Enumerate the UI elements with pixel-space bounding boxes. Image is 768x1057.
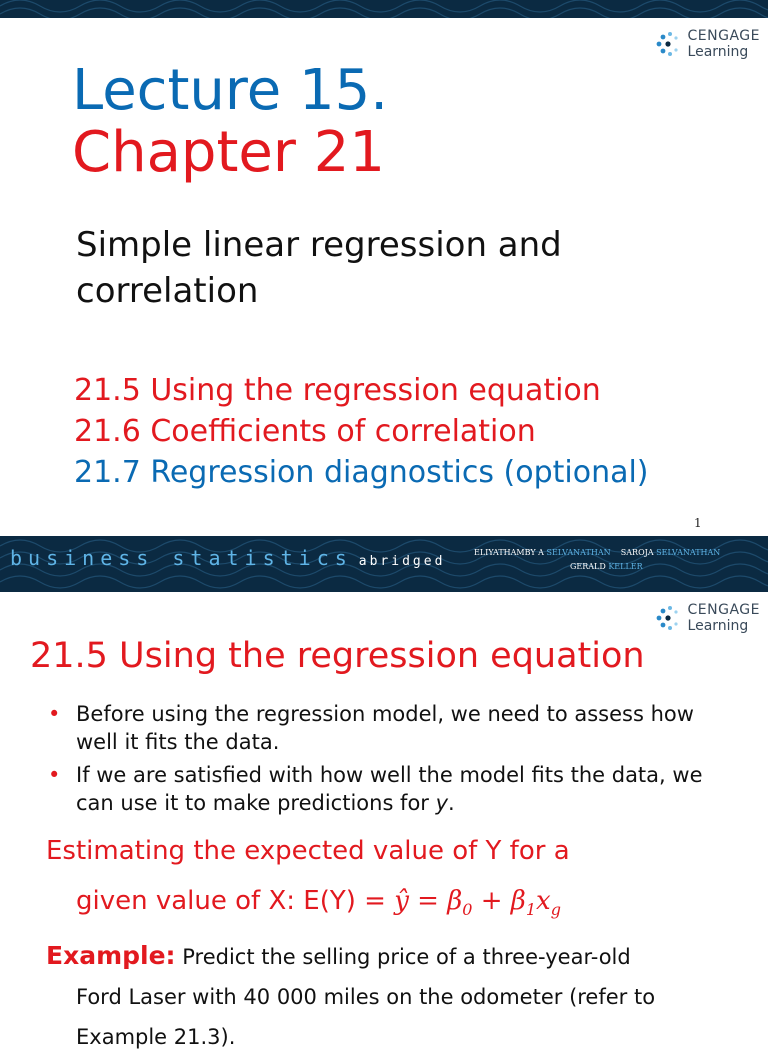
example-line-3: Example 21.3). bbox=[76, 1025, 236, 1049]
logo-cengage-text: CENGAGE bbox=[687, 602, 760, 618]
page-number: 1 bbox=[694, 516, 702, 530]
bullet-text-part: If we are satisfied with how well the model fits the data, we can use it to make predictions for bbox=[76, 763, 703, 815]
list-item bbox=[46, 761, 736, 817]
formula-x: x bbox=[536, 886, 551, 916]
footer-title-abridged: abridged bbox=[358, 554, 446, 569]
logo-learning-text: Learning bbox=[687, 44, 749, 60]
footer-authors bbox=[474, 546, 720, 574]
footer-band bbox=[0, 536, 768, 592]
logo-cengage-text: CENGAGE bbox=[687, 28, 760, 44]
author-3-first: GERALD bbox=[570, 562, 609, 571]
slide-subtitle: Simple linear regression and correlation bbox=[76, 225, 562, 311]
bullet-text bbox=[76, 763, 702, 815]
formula-beta1: β bbox=[510, 886, 526, 916]
section-item-21-6: 21.6 Coefficients of correlation bbox=[74, 414, 536, 449]
author-1-first: ELIYATHAMBY A bbox=[474, 548, 547, 557]
bullet-list bbox=[46, 700, 736, 822]
regression-formula bbox=[394, 886, 561, 920]
estimate-prefix: given value of X: E(Y) = bbox=[76, 886, 386, 916]
example-block bbox=[46, 936, 746, 1057]
formula-beta1-sub: 1 bbox=[525, 900, 537, 920]
author-3-last: KELLER bbox=[608, 562, 643, 571]
bullet-text: Before using the regression model, we need to assess how well it fits the data. bbox=[76, 702, 694, 754]
section-item-21-5: 21.5 Using the regression equation bbox=[74, 373, 601, 408]
section-item-21-7: 21.7 Regression diagnostics (optional) bbox=[74, 455, 649, 490]
logo-learning-text: Learning bbox=[687, 618, 749, 634]
author-2-first: SAROJA bbox=[620, 548, 657, 557]
formula-x-sub: g bbox=[550, 900, 561, 920]
example-line-1: Predict the selling price of a three-year-old bbox=[182, 945, 631, 969]
estimate-line-1: Estimating the expected value of Y for a bbox=[46, 836, 570, 866]
variable-y: y bbox=[435, 791, 449, 815]
bullet-text-end: . bbox=[448, 791, 455, 815]
example-label: Example: bbox=[46, 941, 176, 970]
formula-eq: = bbox=[408, 886, 448, 916]
bullet-icon: • bbox=[48, 702, 61, 726]
footer-title-main: business statistics bbox=[10, 546, 353, 570]
cengage-logo bbox=[654, 28, 760, 60]
slide-2-title: 21.5 Using the regression equation bbox=[30, 636, 645, 676]
footer-book-title bbox=[10, 546, 445, 570]
author-2-last: SELVANATHAN bbox=[656, 548, 721, 557]
list-item bbox=[46, 700, 736, 756]
estimate-line-2 bbox=[46, 876, 570, 935]
formula-beta0: β bbox=[447, 886, 463, 916]
estimate-heading bbox=[46, 826, 570, 935]
chapter-title: Chapter 21 bbox=[72, 120, 385, 185]
section-list bbox=[74, 370, 649, 493]
formula-beta0-sub: 0 bbox=[462, 900, 473, 920]
formula-yhat: ŷ bbox=[394, 886, 409, 916]
bullet-icon: • bbox=[48, 763, 61, 787]
example-line-2: Ford Laser with 40 000 miles on the odometer (refer to bbox=[76, 985, 656, 1009]
author-1-last: SELVANATHAN bbox=[546, 548, 611, 557]
cengage-dots-icon bbox=[654, 30, 682, 58]
cengage-logo-2 bbox=[654, 602, 760, 634]
formula-plus: + bbox=[472, 886, 511, 916]
cengage-dots-icon bbox=[654, 604, 682, 632]
lecture-title: Lecture 15. bbox=[72, 58, 389, 123]
